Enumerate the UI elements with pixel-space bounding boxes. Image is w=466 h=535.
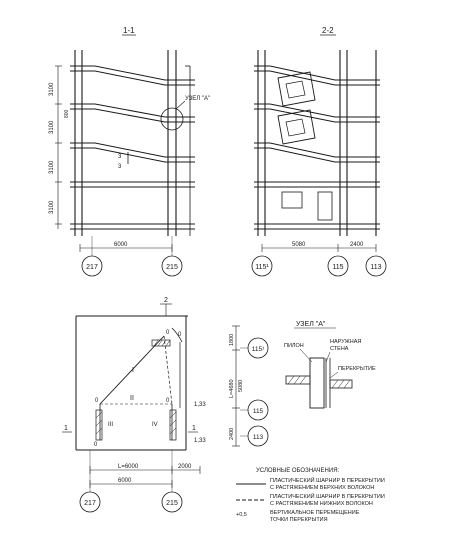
plan-scheme — [62, 297, 268, 512]
plan-axis-215: 215 — [166, 500, 178, 507]
node-a-detail — [284, 321, 376, 408]
node-pylon-label: ПИЛОН — [284, 343, 304, 349]
plan-mark-1-left: 1 — [64, 425, 68, 432]
section-1-1-title: 1-1 — [123, 26, 135, 35]
section-1-1 — [49, 26, 210, 276]
legend-item-2-line-2: С РАСТЯЖЕНИЕМ НИЖНИХ ВОЛОКОН — [270, 501, 373, 507]
plan-zero-left: 0 — [95, 398, 99, 404]
plan-mark-2: 2 — [164, 297, 168, 304]
height-dim-3: 3100 — [49, 160, 55, 174]
plan-zero-bottom-left: 0 — [94, 442, 98, 448]
plan-roman-4: IV — [152, 422, 158, 428]
plan-label-133-upper: 1,33 — [194, 402, 206, 408]
plan-axis-217: 217 — [84, 500, 96, 507]
span-dim-5080: 5080 — [292, 242, 306, 248]
plan-roman-1: I — [132, 367, 134, 374]
node-wall-label-1: НАРУЖНАЯ — [330, 339, 362, 345]
node-wall-label-2: СТЕНА — [330, 346, 349, 352]
hdim-2000: 2000 — [178, 464, 192, 470]
legend-item-3-line-2: ТОЧКИ ПЕРЕКРЫТИЯ — [270, 517, 328, 523]
plan-axis-115-1: 115¹ — [251, 346, 265, 353]
plan-roman-2: II — [130, 395, 134, 402]
legend-title: УСЛОВНЫЕ ОБОЗНАЧЕНИЯ: — [256, 468, 340, 474]
legend-item-1-line-1: ПЛАСТИЧЕСКИЙ ШАРНИР В ПЕРЕКРЫТИИ — [270, 478, 385, 484]
legend-item-1-line-2: С РАСТЯЖЕНИЕМ ВЕРХНИХ ВОЛОКОН — [270, 485, 375, 491]
vdim-l4680: L=4680 — [229, 379, 235, 398]
legend-item-3-line-1: ВЕРТИКАЛЬНОЕ ПЕРЕМЕЩЕНИЕ — [270, 510, 360, 516]
section-2-2-title: 2-2 — [322, 26, 334, 35]
legend-item-2-line-1: ПЛАСТИЧЕСКИЙ ШАРНИР В ПЕРЕКРЫТИИ — [270, 494, 385, 500]
axis-215: 215 — [166, 264, 178, 271]
plan-axis-115: 115 — [252, 408, 264, 415]
vdim-2400: 2400 — [229, 427, 235, 440]
plan-axis-113: 113 — [252, 434, 264, 441]
small-dim-800: 800 — [64, 109, 70, 118]
axis-115-1: 115¹ — [255, 264, 269, 271]
plan-mark-1-right: 1 — [192, 425, 196, 432]
vdim-1800: 1800 — [229, 333, 235, 346]
legend — [236, 468, 385, 523]
plan-zero-top: 0 — [178, 332, 182, 338]
span-dim-6000: 6000 — [114, 242, 128, 248]
height-dim-1: 3100 — [49, 82, 55, 96]
axis-217: 217 — [86, 264, 98, 271]
vdim-5080: 5080 — [238, 379, 244, 392]
axis-115: 115 — [332, 264, 344, 271]
axis-113: 113 — [370, 264, 382, 271]
span-dim-2400: 2400 — [350, 242, 364, 248]
plan-zero-right: 0 — [166, 398, 170, 404]
plan-roman-3: III — [108, 422, 114, 428]
section-2-2 — [252, 26, 386, 276]
plan-label-133-lower: 1,33 — [194, 438, 206, 444]
cut-mark-lower: 3 — [118, 164, 122, 170]
cut-mark-upper: 3 — [118, 154, 122, 160]
height-dim-4: 3100 — [49, 200, 55, 214]
node-a-title: УЗЕЛ "А" — [296, 321, 326, 328]
height-dim-2: 3100 — [49, 120, 55, 134]
hdim-l6000: L=6000 — [118, 464, 139, 470]
legend-item-3-symbol: +0,5 — [236, 512, 247, 518]
node-slab-label: ПЕРЕКРЫТИЕ — [338, 366, 376, 372]
hdim-6000: 6000 — [118, 478, 132, 484]
plan-zero-mid: 0 — [166, 330, 170, 336]
node-a-callout: УЗЕЛ "А" — [185, 96, 211, 102]
